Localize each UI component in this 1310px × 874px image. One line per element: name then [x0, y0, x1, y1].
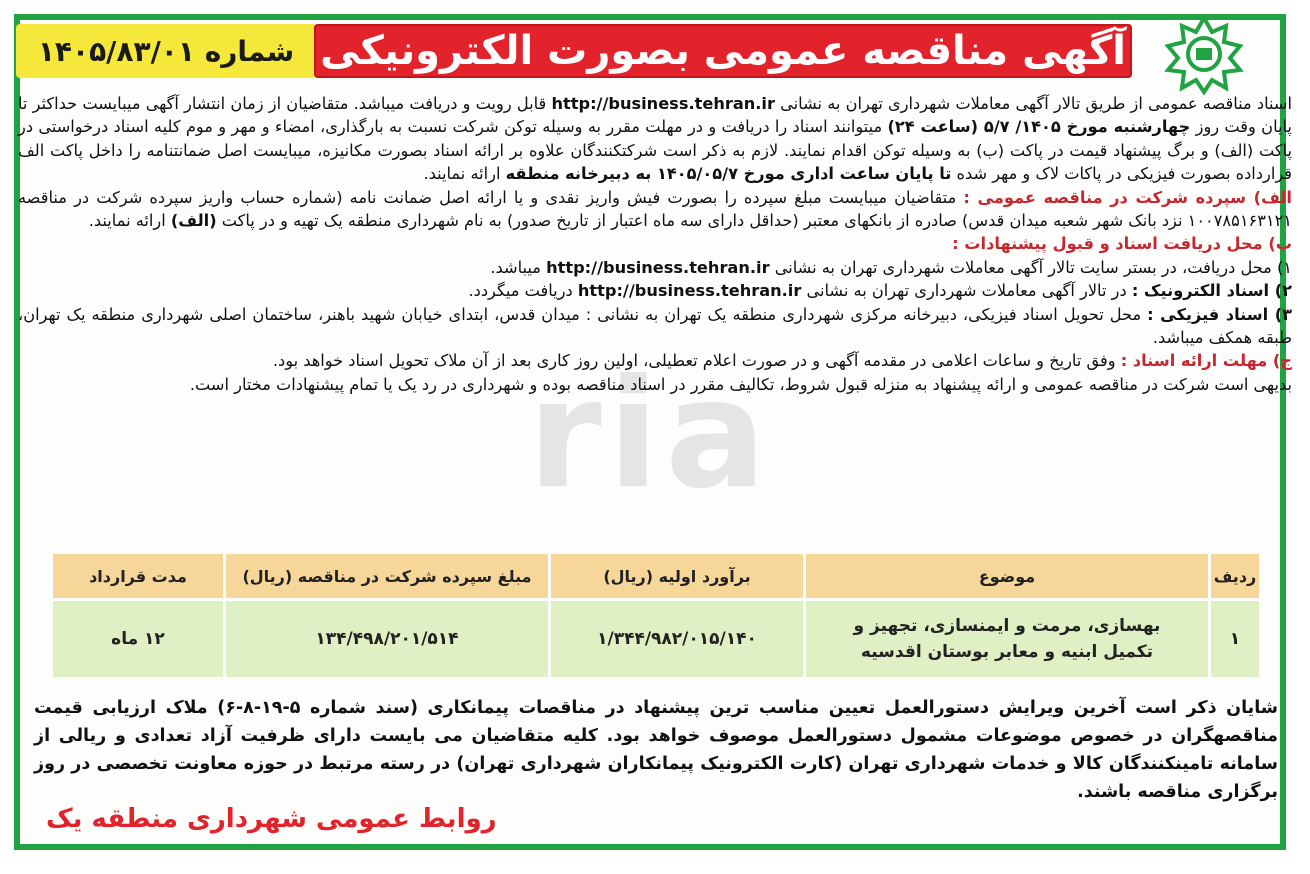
col-duration: مدت قرارداد	[53, 554, 223, 598]
tehran-municipality-logo-icon	[1158, 12, 1250, 96]
col-deposit: مبلغ سپرده شرکت در مناقصه (ریال)	[226, 554, 548, 598]
deadline-physical: تا پایان ساعت اداری مورخ ۱۴۰۵/۰۵/۷ به دبیرخانه منطقه	[505, 164, 952, 184]
section-b-title: ب) محل دریافت اسناد و قبول پیشنهادات :	[952, 234, 1292, 254]
section-b-item-1: ۱) محل دریافت، در بستر سایت تالار آگهی معاملات شهرداری تهران به نشانی http://business.tehran.ir میباشد.	[490, 257, 1292, 277]
notice-body	[18, 92, 1292, 396]
notice-number: شماره ۱۴۰۵/۸۳/۰۱	[16, 24, 316, 78]
cell-deposit: ۱۳۴/۴۹۸/۲۰۱/۵۱۴	[226, 601, 548, 677]
business-url[interactable]: http://business.tehran.ir	[546, 257, 770, 277]
table-header-row	[53, 554, 1259, 598]
section-c-title: ج) مهلت ارائه اسناد :	[1120, 351, 1292, 371]
section-b-item-2: ۲) اسناد الکترونیک : در تالار آگهی معاملات شهرداری تهران به نشانی http://business.tehran.ir دریافت میگردد.	[468, 281, 1292, 301]
col-row: ردیف	[1211, 554, 1259, 598]
cell-subject: بهسازی، مرمت و ایمنسازی، تجهیز و تکمیل ابنیه و معابر بوستان اقدسیه	[806, 601, 1208, 677]
deadline-date: چهارشنبه مورخ ۱۴۰۵/ ۵/۷ (ساعت ۲۴)	[887, 117, 1191, 137]
col-subject: موضوع	[806, 554, 1208, 598]
intro-paragraph: اسناد مناقصه عمومی از طریق تالار آگهی معاملات شهرداری تهران به نشانی http://business.tehran.ir قابل رویت و دریافت میباشد. متقاضیان از زمان انتشار آگهی میبایست حداکثر تا پایان وقت روز چهارشنبه مورخ ۱۴۰۵/ ۵/۷ (ساعت ۲۴) میتوانند اسناد را دریافت و در مهلت مقرر به وسیله توکن شرکت نسبت به بارگذاری، امضاء و مهر و موم کلیه اسناد درخواستی در پاکت (الف) و برگ پیشنهاد قیمت در پاکت (ب) به وسیله توکن اقدام نمایند. لازم به ذکر است شرکتکنندگان علاوه بر ارائه اسناد بصورت مکانیزه، میبایست اصل ضمانتنامه را داخل پاکت الف قرارداده بصورت فیزیکی در پاکات لاک و مهر شده تا پایان ساعت اداری مورخ ۱۴۰۵/۰۵/۷ به دبیرخانه منطقه ارائه نمایند.	[18, 94, 1292, 184]
footer-note: شایان ذکر است آخرین ویرایش دستورالعمل تعیین مناسب ترین پیشنهاد در مناقصات پیمانکاری (سند شماره ۵-۱۹-۸-۶) ملاک ارزیابی قیمت مناقصهگران در خصوص موضوعات مشمول دستورالعمل موصوف خواهد بود. کلیه متقاضیان می بایست دارای ظرفیت آزاد تعدادی و ریالی از سامانه تامینکنندگان کالا و خدمات شهرداری تهران (کارت الکترونیک پیمانکاران شهرداری تهران) در رسته مرتبط در حوزه معاونت تخصصی در روز برگزاری مناقصه باشند.	[34, 698, 1278, 802]
section-b-item-3: ۳) اسناد فیزیکی : محل تحویل اسناد فیزیکی، دبیرخانه مرکزی شهرداری منطقه یک تهران به نشانی : میدان قدس، ابتدای خیابان شهید باهنر، ساختمان اصلی شهرداری منطقه یک تهران، طبقه همکف میباشد.	[18, 304, 1292, 348]
cell-duration: ۱۲ ماه	[53, 601, 223, 677]
business-url[interactable]: http://business.tehran.ir	[577, 281, 802, 301]
notice-title: آگهی مناقصه عمومی بصورت الکترونیکی	[314, 24, 1132, 78]
section-c: ج) مهلت ارائه اسناد : وفق تاریخ و ساعات اعلامی در مقدمه آگهی و در صورت اعلام تعطیلی، اولین روز کاری بعد از آن ملاک تحویل اسناد خواهد بود.	[272, 351, 1292, 371]
table-row	[53, 601, 1259, 677]
col-estimate: برآورد اولیه (ریال)	[551, 554, 803, 598]
notice-terms: بدیهی است شرکت در مناقصه عمومی و ارائه پیشنهاد به منزله قبول شروط، تکالیف مقرر در اسناد مناقصه بوده و شهرداری در رد یک یا تمام پیشنهادات مختار است.	[189, 374, 1292, 394]
tender-table	[50, 551, 1262, 680]
cell-estimate: ۱/۳۴۴/۹۸۲/۰۱۵/۱۴۰	[551, 601, 803, 677]
section-a-title: الف) سپرده شرکت در مناقصه عمومی :	[963, 187, 1292, 207]
cell-row: ۱	[1211, 601, 1259, 677]
public-relations-signature: روابط عمومی شهرداری منطقه یک	[46, 804, 497, 834]
business-url[interactable]: http://business.tehran.ir	[551, 94, 775, 113]
section-a: الف) سپرده شرکت در مناقصه عمومی : متقاضیان میبایست مبلغ سپرده را بصورت فیش واریز نقدی و یا ارائه اصل ضمانت نامه (شماره حساب واریز سپرده شرکت در مناقصه ۱۰۰۷۸۵۱۶۳۱۲۱ نزد بانک شهر شعبه میدان قدس) صادره از بانکهای معتبر (حداقل دارای سه ماه اعتبار از تاریخ صدور) به نام شهرداری منطقه یک تهیه و در پاکت (الف) ارائه نمایند.	[18, 187, 1292, 231]
header	[14, 10, 1254, 80]
